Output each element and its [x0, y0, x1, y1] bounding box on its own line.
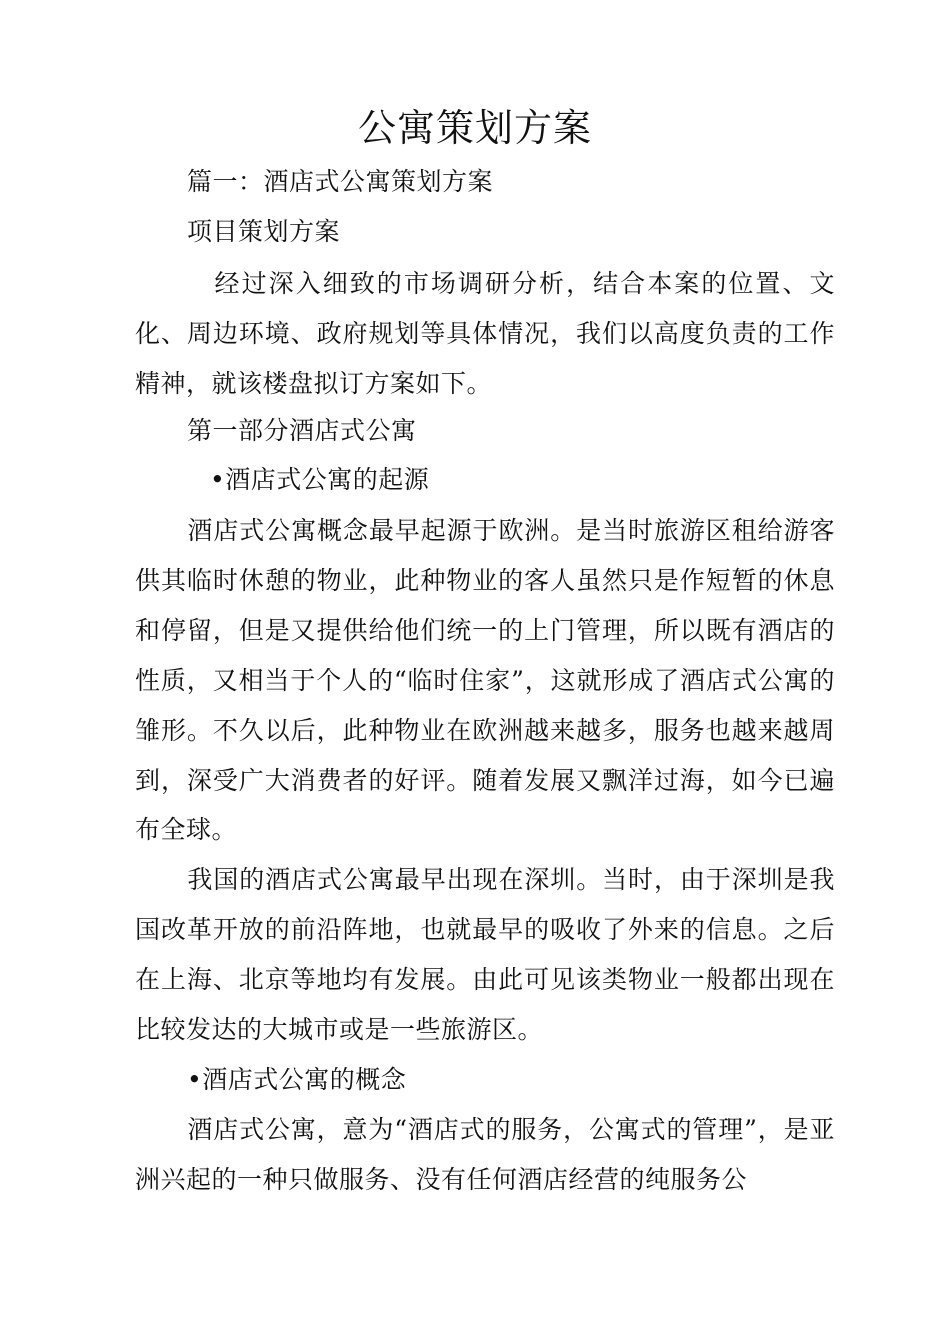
china-text: 我国的酒店式公寓最早出现在深圳。当时，由于深圳是我国改革开放的前沿阵地，也就最早的吸收了外来的信息。之后在上海、北京等地均有发展。由此可见该类物业一般都出现在比较发达的大城市或是一些旅游区。 [135, 865, 835, 1044]
bullet-origin: •酒店式公寓的起源 [210, 465, 430, 494]
intro-text: 经过深入细致的市场调研分析，结合本案的位置、文化、周边环境、政府规划等具体情况，我们以高度负责的工作精神，就该楼盘拟订方案如下。 [135, 269, 835, 398]
section-1-heading: 第一部分酒店式公寓 [187, 416, 417, 445]
heading-project: 项目策划方案 [187, 217, 341, 246]
concept-text: 酒店式公寓，意为“酒店式的服务，公寓式的管理”，是亚洲兴起的一种只做服务、没有任何酒店经营的纯服务公 [135, 1115, 835, 1194]
intro-paragraph [135, 259, 835, 409]
concept-paragraph [135, 1105, 835, 1205]
document-title: 公寓策划方案 [357, 106, 592, 150]
heading-part1: 篇一：酒店式公寓策划方案 [187, 167, 494, 196]
origin-text: 酒店式公寓概念最早起源于欧洲。是当时旅游区租给游客供其临时休憩的物业，此种物业的客人虽然只是作短暂的休息和停留，但是又提供给他们统一的上门管理，所以既有酒店的性质，又相当于个人的“临时住家”，这就形成了酒店式公寓的雏形。不久以后，此种物业在欧洲越来越多，服务也越来越周到，深受广大消费者的好评。随着发展又飘洋过海，如今已遍布全球。 [135, 516, 835, 845]
china-paragraph [135, 855, 835, 1055]
bullet-concept: •酒店式公寓的概念 [187, 1065, 407, 1094]
origin-paragraph [135, 506, 835, 855]
